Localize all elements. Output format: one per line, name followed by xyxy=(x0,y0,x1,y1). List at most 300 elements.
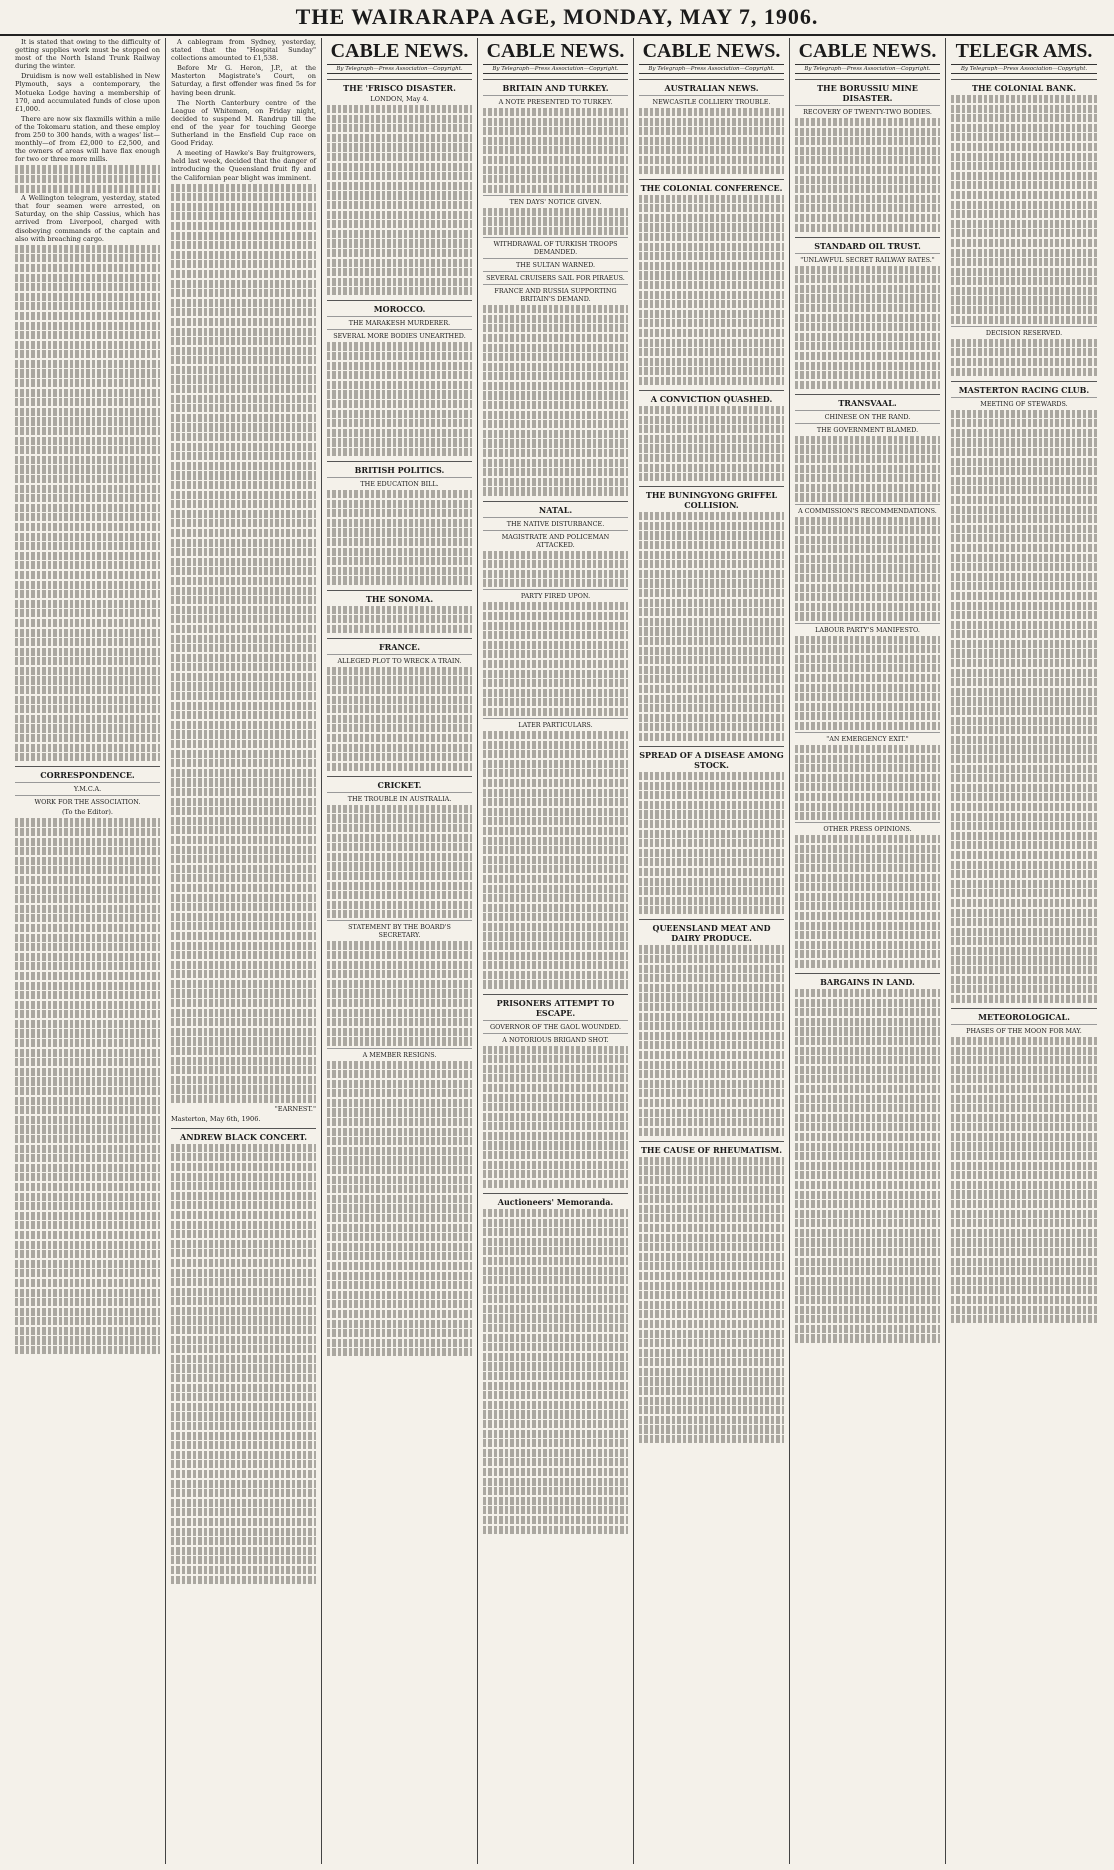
section-heading: METEOROLOGICAL. xyxy=(951,1008,1097,1022)
text-line xyxy=(639,339,784,347)
text-line xyxy=(639,195,784,203)
text-line xyxy=(15,1154,160,1162)
text-line xyxy=(483,1458,628,1466)
column-heading: CABLE NEWS. xyxy=(795,38,940,65)
text-line xyxy=(15,1289,160,1297)
text-line xyxy=(951,316,1097,324)
text-line xyxy=(483,391,628,399)
text-line xyxy=(15,513,160,521)
text-line xyxy=(483,478,628,486)
text-line xyxy=(483,631,628,639)
text-line xyxy=(483,430,628,438)
text-line xyxy=(171,1249,316,1257)
text-line xyxy=(639,1330,784,1338)
text-line xyxy=(483,166,628,174)
text-line xyxy=(171,913,316,921)
text-line xyxy=(171,356,316,364)
text-line xyxy=(795,1210,940,1218)
text-line xyxy=(483,1401,628,1409)
text-line xyxy=(951,1085,1097,1093)
text-line xyxy=(171,222,316,230)
text-line xyxy=(951,736,1097,744)
text-line xyxy=(795,474,940,482)
section-heading: THE BORUSSIU MINE DISASTER. xyxy=(795,79,940,103)
text-line xyxy=(327,872,472,880)
text-line xyxy=(15,1135,160,1143)
news-paragraph: Before Mr G. Heron, J.P., at the Masterton Magistrate's Court, on Saturday, a first offender was fined 5s for having been drunk. xyxy=(171,64,316,97)
text-line xyxy=(795,1181,940,1189)
text-line xyxy=(171,587,316,595)
text-line xyxy=(327,352,472,360)
text-line xyxy=(15,185,160,193)
text-line xyxy=(795,1114,940,1122)
section-heading: CORRESPONDENCE. xyxy=(15,766,160,780)
text-line xyxy=(483,1324,628,1332)
text-line xyxy=(15,293,160,301)
text-line xyxy=(483,1382,628,1390)
text-line xyxy=(639,733,784,741)
text-line xyxy=(639,214,784,222)
text-line xyxy=(639,723,784,731)
text-line xyxy=(951,918,1097,926)
text-line xyxy=(795,745,940,753)
subheading: LATER PARTICULARS. xyxy=(483,718,628,729)
text-line xyxy=(483,932,628,940)
section-heading: CRICKET. xyxy=(327,776,472,790)
text-line xyxy=(327,1272,472,1280)
text-line xyxy=(171,1297,316,1305)
text-line xyxy=(15,437,160,445)
text-line xyxy=(327,105,472,113)
text-line xyxy=(639,906,784,914)
text-line xyxy=(171,836,316,844)
text-line xyxy=(15,629,160,637)
text-line xyxy=(951,229,1097,237)
text-line xyxy=(15,1183,160,1191)
text-line xyxy=(15,504,160,512)
column-7 xyxy=(946,38,1102,1864)
subheading: THE GOVERNMENT BLAMED. xyxy=(795,423,940,434)
text-line xyxy=(171,874,316,882)
text-line xyxy=(483,708,628,716)
text-line xyxy=(951,1114,1097,1122)
text-line xyxy=(795,755,940,763)
text-line xyxy=(951,697,1097,705)
text-line xyxy=(951,765,1097,773)
text-line xyxy=(951,1171,1097,1179)
text-line xyxy=(951,1047,1097,1055)
text-line xyxy=(483,1257,628,1265)
text-line xyxy=(951,822,1097,830)
text-line xyxy=(171,1470,316,1478)
text-line xyxy=(327,124,472,132)
text-line xyxy=(639,233,784,241)
text-line xyxy=(483,1122,628,1130)
text-line xyxy=(639,1041,784,1049)
text-line xyxy=(639,608,784,616)
section-heading: MOROCCO. xyxy=(327,300,472,314)
text-line xyxy=(483,324,628,332)
text-line xyxy=(327,1037,472,1045)
text-line xyxy=(951,1315,1097,1323)
text-line xyxy=(795,941,940,949)
text-line xyxy=(15,982,160,990)
dateline: Masterton, May 6th, 1906. xyxy=(171,1114,261,1123)
text-line xyxy=(795,1277,940,1285)
text-line xyxy=(171,404,316,412)
text-line xyxy=(171,395,316,403)
text-line xyxy=(15,1087,160,1095)
text-line xyxy=(15,302,160,310)
text-line xyxy=(639,1416,784,1424)
text-line xyxy=(795,764,940,772)
section-heading: QUEENSLAND MEAT AND DAIRY PRODUCE. xyxy=(639,919,784,943)
text-line xyxy=(795,783,940,791)
text-line xyxy=(639,1435,784,1443)
text-line xyxy=(171,980,316,988)
text-line xyxy=(327,901,472,909)
column-heading: TELEGR AMS. xyxy=(951,38,1097,65)
text-line xyxy=(483,579,628,587)
subheading: LABOUR PARTY'S MANIFESTO. xyxy=(795,623,940,634)
text-line xyxy=(171,529,316,537)
text-line xyxy=(171,241,316,249)
column-2 xyxy=(166,38,322,1864)
news-paragraph: (To the Editor). xyxy=(61,808,113,817)
text-line xyxy=(639,830,784,838)
text-line xyxy=(639,1224,784,1232)
text-line xyxy=(951,928,1097,936)
text-line xyxy=(171,203,316,211)
text-line xyxy=(327,278,472,286)
text-line xyxy=(171,1240,316,1248)
text-line xyxy=(951,899,1097,907)
text-line xyxy=(795,803,940,811)
section-heading: SPREAD OF A DISEASE AMONG STOCK. xyxy=(639,746,784,770)
text-line xyxy=(639,166,784,174)
text-line xyxy=(171,1364,316,1372)
section-heading: THE BUNINGYONG GRIFFEL COLLISION. xyxy=(639,486,784,510)
text-line xyxy=(327,362,472,370)
text-line xyxy=(795,266,940,274)
text-line xyxy=(639,1301,784,1309)
text-line xyxy=(639,772,784,780)
text-line xyxy=(171,347,316,355)
text-line xyxy=(15,360,160,368)
column-4 xyxy=(478,38,634,1864)
text-line xyxy=(483,1353,628,1361)
text-line xyxy=(951,669,1097,677)
text-line xyxy=(171,922,316,930)
text-line xyxy=(951,496,1097,504)
text-line xyxy=(639,262,784,270)
text-line xyxy=(951,678,1097,686)
text-line xyxy=(15,446,160,454)
text-line xyxy=(951,755,1097,763)
text-line xyxy=(171,1480,316,1488)
text-line xyxy=(327,686,472,694)
text-line xyxy=(327,805,472,813)
text-line xyxy=(171,1355,316,1363)
text-line xyxy=(483,894,628,902)
text-line xyxy=(15,1298,160,1306)
text-line xyxy=(327,980,472,988)
text-line xyxy=(951,458,1097,466)
text-line xyxy=(483,1141,628,1149)
text-line xyxy=(15,953,160,961)
text-line xyxy=(15,1145,160,1153)
text-line xyxy=(483,1094,628,1102)
text-line xyxy=(951,1142,1097,1150)
text-line xyxy=(15,1241,160,1249)
text-line xyxy=(639,425,784,433)
column-heading: CABLE NEWS. xyxy=(327,38,472,65)
text-line xyxy=(795,636,940,644)
text-line xyxy=(951,630,1097,638)
text-line xyxy=(639,146,784,154)
text-line xyxy=(483,363,628,371)
text-line xyxy=(15,417,160,425)
text-line xyxy=(483,1170,628,1178)
text-line xyxy=(327,1118,472,1126)
text-line xyxy=(171,328,316,336)
text-line xyxy=(327,1195,472,1203)
text-line xyxy=(15,857,160,865)
section-heading: BARGAINS IN LAND. xyxy=(795,973,940,987)
text-line xyxy=(15,609,160,617)
text-line xyxy=(327,400,472,408)
text-line xyxy=(15,283,160,291)
text-line xyxy=(951,249,1097,257)
text-line xyxy=(15,1231,160,1239)
text-line xyxy=(327,834,472,842)
text-line xyxy=(483,670,628,678)
text-line xyxy=(327,567,472,575)
text-line xyxy=(171,894,316,902)
text-line xyxy=(639,223,784,231)
text-line xyxy=(171,567,316,575)
text-line xyxy=(639,300,784,308)
text-line xyxy=(483,856,628,864)
text-line xyxy=(951,592,1097,600)
text-line xyxy=(327,509,472,517)
text-line xyxy=(795,517,940,525)
text-line xyxy=(483,942,628,950)
text-line xyxy=(15,676,160,684)
text-line xyxy=(327,268,472,276)
subheading: GOVERNOR OF THE GAOL WOUNDED. xyxy=(483,1020,628,1031)
text-line xyxy=(15,943,160,951)
text-line xyxy=(639,868,784,876)
text-line xyxy=(171,740,316,748)
text-line xyxy=(951,832,1097,840)
section-heading: BRITAIN AND TURKEY. xyxy=(483,79,628,93)
text-line xyxy=(15,561,160,569)
text-line xyxy=(795,381,940,389)
text-line xyxy=(639,444,784,452)
text-line xyxy=(639,1070,784,1078)
text-line xyxy=(951,717,1097,725)
text-line xyxy=(171,1508,316,1516)
text-line xyxy=(15,991,160,999)
text-line xyxy=(15,734,160,742)
text-line xyxy=(639,1099,784,1107)
text-line xyxy=(171,519,316,527)
text-line xyxy=(639,243,784,251)
text-line xyxy=(639,551,784,559)
text-line xyxy=(171,1336,316,1344)
text-line xyxy=(15,485,160,493)
text-line xyxy=(483,372,628,380)
text-line xyxy=(483,913,628,921)
text-line xyxy=(639,310,784,318)
text-line xyxy=(795,864,940,872)
text-line xyxy=(951,813,1097,821)
text-line xyxy=(951,784,1097,792)
text-line xyxy=(15,934,160,942)
text-line xyxy=(327,239,472,247)
text-line xyxy=(171,1556,316,1564)
text-line xyxy=(171,1221,316,1229)
text-line xyxy=(15,1029,160,1037)
text-line xyxy=(171,491,316,499)
text-line xyxy=(171,385,316,393)
text-line xyxy=(15,398,160,406)
text-line xyxy=(15,657,160,665)
text-line xyxy=(639,1262,784,1270)
text-line xyxy=(327,1243,472,1251)
text-line xyxy=(795,1238,940,1246)
text-line xyxy=(171,1182,316,1190)
section-heading: THE SONOMA. xyxy=(327,590,472,604)
subheading: OTHER PRESS OPINIONS. xyxy=(795,822,940,833)
text-line xyxy=(171,1144,316,1152)
text-line xyxy=(483,1209,628,1217)
text-line xyxy=(483,411,628,419)
section-heading: TRANSVAAL. xyxy=(795,394,940,408)
text-line xyxy=(15,838,160,846)
text-line xyxy=(639,1195,784,1203)
text-line xyxy=(795,1095,940,1103)
text-line xyxy=(171,510,316,518)
text-line xyxy=(327,143,472,151)
text-line xyxy=(171,1163,316,1171)
text-line xyxy=(15,581,160,589)
text-line xyxy=(483,817,628,825)
text-line xyxy=(327,519,472,527)
section-heading: THE CAUSE OF RHEUMATISM. xyxy=(639,1141,784,1155)
text-line xyxy=(951,909,1097,917)
text-line xyxy=(327,1262,472,1270)
text-line xyxy=(327,814,472,822)
text-line xyxy=(795,185,940,193)
text-line xyxy=(483,731,628,739)
text-line xyxy=(639,358,784,366)
text-line xyxy=(951,410,1097,418)
text-line xyxy=(639,1166,784,1174)
text-line xyxy=(483,1180,628,1188)
text-line xyxy=(15,1173,160,1181)
text-line xyxy=(15,1317,160,1325)
text-line xyxy=(639,647,784,655)
text-line xyxy=(951,429,1097,437)
text-line xyxy=(483,808,628,816)
text-line xyxy=(795,1143,940,1151)
text-line xyxy=(795,950,940,958)
text-line xyxy=(15,619,160,627)
text-line xyxy=(483,1449,628,1457)
text-line xyxy=(171,1537,316,1545)
text-line xyxy=(951,1277,1097,1285)
text-line xyxy=(951,162,1097,170)
text-line xyxy=(639,945,784,953)
text-line xyxy=(639,1349,784,1357)
text-line xyxy=(327,615,472,623)
text-line xyxy=(171,1412,316,1420)
text-line xyxy=(171,826,316,834)
text-line xyxy=(483,923,628,931)
subheading: MAGISTRATE AND POLICEMAN ATTACKED. xyxy=(483,530,628,549)
text-line xyxy=(171,961,316,969)
text-line xyxy=(171,558,316,566)
text-line xyxy=(15,389,160,397)
text-line xyxy=(639,560,784,568)
text-line xyxy=(483,961,628,969)
text-line xyxy=(951,1296,1097,1304)
text-line xyxy=(483,952,628,960)
text-line xyxy=(483,1497,628,1505)
text-line xyxy=(483,551,628,559)
text-line xyxy=(327,220,472,228)
text-line xyxy=(951,745,1097,753)
text-line xyxy=(171,280,316,288)
text-line xyxy=(951,649,1097,657)
text-line xyxy=(951,1037,1097,1045)
text-line xyxy=(171,721,316,729)
text-line xyxy=(327,1099,472,1107)
text-line xyxy=(639,118,784,126)
text-line xyxy=(327,1070,472,1078)
text-line xyxy=(951,239,1097,247)
text-line xyxy=(171,471,316,479)
text-line xyxy=(951,841,1097,849)
text-line xyxy=(795,166,940,174)
text-line xyxy=(639,1377,784,1385)
text-line xyxy=(15,523,160,531)
section-heading: ANDREW BLACK CONCERT. xyxy=(171,1128,316,1142)
section-heading: STANDARD OIL TRUST. xyxy=(795,237,940,251)
text-line xyxy=(795,655,940,663)
text-line xyxy=(171,1057,316,1065)
text-line xyxy=(171,702,316,710)
text-line xyxy=(483,660,628,668)
text-line xyxy=(795,465,940,473)
text-line xyxy=(171,1028,316,1036)
text-line xyxy=(327,163,472,171)
text-line xyxy=(795,812,940,820)
text-line xyxy=(327,891,472,899)
text-line xyxy=(639,820,784,828)
text-line xyxy=(171,481,316,489)
text-line xyxy=(15,1001,160,1009)
text-line xyxy=(171,692,316,700)
text-line xyxy=(951,1258,1097,1266)
text-line xyxy=(15,341,160,349)
subheading: Y.M.C.A. xyxy=(15,782,160,793)
column-6 xyxy=(790,38,946,1864)
text-line xyxy=(483,1046,628,1054)
text-line xyxy=(483,779,628,787)
